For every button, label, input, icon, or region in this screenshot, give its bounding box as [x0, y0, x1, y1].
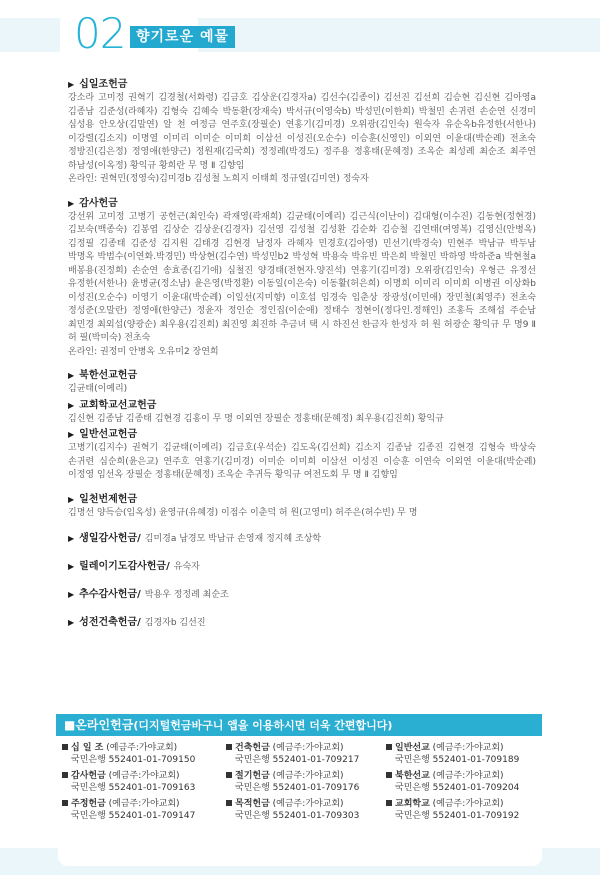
online-giving-box [56, 714, 542, 842]
donor-names: 박용우 정정례 최순조 [144, 590, 229, 600]
section-heading: 릴레이기도감사헌금/ [79, 561, 170, 572]
square-bullet-icon [62, 800, 68, 806]
account-item: 주정헌금 (예금주:가야교회) 국민은행 552401-01-709147 [62, 798, 226, 822]
triangle-bullet-icon: ▶ [68, 590, 75, 599]
online-donors: 온라인: 권혁민(정영숙)김미경b 김성철 노희지 이태희 정규열(김미연) 정숙자 [68, 174, 369, 184]
triangle-bullet-icon: ▶ [68, 198, 75, 208]
triangle-bullet-icon: ▶ [68, 562, 75, 571]
donor-names: 김명선 양득승(임옥성) 윤영규(유혜경) 이점수 이춘덕 허 원(고영미) 허주은(허수빈) 무 명 [68, 507, 418, 518]
account-list [56, 736, 542, 822]
section-heading: 감사헌금 [79, 197, 118, 209]
square-bullet-icon [386, 800, 392, 806]
section-heading: 십일조헌금 [79, 79, 128, 90]
section-heading: 일천번제헌금 [79, 493, 138, 505]
donor-names: 김미경a 남경모 박남규 손영재 정지혜 조상학 [144, 534, 322, 544]
account-item: 절기헌금 (예금주:가야교회) 국민은행 552401-01-709176 [226, 770, 386, 794]
section-heading: 북한선교헌금 [79, 370, 138, 381]
page-footer [0, 848, 600, 875]
triangle-bullet-icon: ▶ [68, 534, 75, 543]
section-building [68, 616, 536, 630]
account-item: 감사헌금 (예금주:가야교회) 국민은행 552401-01-709163 [62, 770, 226, 794]
account-item: 북한선교 (예금주:가야교회) 국민은행 552401-01-709204 [386, 770, 548, 794]
section-heading: 성전건축헌금/ [79, 617, 141, 628]
section-relay [68, 560, 536, 574]
section-heading: 일반선교헌금 [79, 429, 138, 440]
section-tithe [68, 78, 536, 187]
square-bullet-icon [386, 772, 392, 778]
donor-names: 김균태(이예리) [68, 384, 128, 394]
triangle-bullet-icon: ▶ [68, 80, 75, 89]
donor-names: 김신현 김종남 김종태 김현경 김홍이 무 명 이외연 장필순 정홍태(문혜정) 최우용(김진희) 황익규 [68, 413, 444, 424]
section-nk-mission [68, 369, 536, 397]
section-heading: 생일감사헌금/ [79, 533, 141, 544]
triangle-bullet-icon: ▶ [68, 371, 75, 380]
donor-names: 고병기(김지수) 권혁기 김균태(이예리) 김금호(우석순) 김도옥(김선희) 김소지 김종남 김종진 김현경 김형숙 박상숙 손귀련 심순희(윤은교) 연주호 연홍기(김미경) 이미순 이미희 이삼선 이성진 이승훈 이연숙 이외연 이윤대(박순례) 이정영 임선옥 장필순 정홍태(문혜정) 조옥순 추귀득 황익규 여전도회 무 명 Ⅱ 김향임 [68, 443, 536, 480]
section-school-mission [68, 399, 536, 427]
account-item: 목적헌금 (예금주:가야교회) 국민은행 552401-01-709303 [226, 798, 386, 822]
triangle-bullet-icon: ▶ [68, 494, 75, 504]
square-bullet-icon [386, 744, 392, 750]
square-bullet-icon [226, 800, 232, 806]
footer-tab [58, 848, 542, 866]
square-bullet-icon [226, 772, 232, 778]
section-harvest [68, 588, 536, 602]
donor-names: 강선위 고미정 고병기 공헌근(최인숙) 곽재영(곽재희) 김균태(이예리) 김근식(이난이) 김대형(이수진) 김동현(정현경) 김보숙(백종숙) 김봉엽 김상순 김상운(김경자) 김선영 김성철 김성환 김순화 김승철 김연태(여영복) 김영신(안병옥) 김정필 김종태 김준성 김지원 김태경 김현경 남정자 라혜자 민경호(김아영) 민선기(박경숙) 민현주 박남규 박두남 박명옥 박범수(이연화.박경민) 박상현(김수연) 박성민b2 박성혁 박용숙 박유빈 박은희 박철민 박하영 박하준a 박현철a 배봉용(진정희) 손순연 송효종(김기애) 심철진 양경태(전현자.양진석) 연홍기(김미경) 오위광(김인숙) 우형근 유정선 유정한(서한나) 윤병균(정소남) 윤은영(박정환) 이동일(이은숙) 이동활(허은희) 이명희 이미리 이미희 이병권 이상화b 이성진(오순수) 이영기 이윤대(박순례) 이일선(지미향) 이호섭 임경숙 임춘상 장광성(이민애) 장민철(최영주) 전초숙 정성준(오말란) 정영애(한양근) 정윤자 정인순 정인집(이순애) 정태수 정현이(정다인.정해인) 조홍득 조해섭 주순남 최민경 최외섭(양광순) 최우용(김진희) 최진영 최진하 추금녀 택 시 하진선 한금자 한성자 허 원 허광순 황익규 무 명9 Ⅱ 허 필(박미숙) 전초숙 [68, 211, 536, 343]
triangle-bullet-icon: ▶ [68, 618, 75, 627]
page-header [0, 0, 600, 66]
offering-list [68, 72, 536, 630]
square-bullet-icon [226, 744, 232, 750]
section-number: 02 [74, 9, 126, 58]
donor-names: 김경자b 김선진 [144, 618, 206, 628]
section-weekly [68, 493, 536, 521]
triangle-bullet-icon: ▶ [68, 430, 75, 439]
online-donors: 온라인: 권정미 안병옥 오유미2 장연희 [68, 346, 219, 357]
section-heading: 교회학교선교헌금 [79, 399, 157, 411]
donor-names: 강소라 고미정 권혁기 김경철(서화령) 김금호 김상운(김경자a) 김선수(김종이) 김선진 김선희 김승현 김신현 김아영a 김종남 김준성(라혜자) 김형숙 김혜숙 박동환(장재숙) 박서규(이영숙b) 박성민(이한희) 박철민 손귀련 손순연 신경미 심성용 안오상(김말연) 알 천 여정금 연주호(장필순) 연홍기(김미경) 오위광(김인숙) 원숙자 유순옥b유정한(서한나) 이강렬(김소지) 이명열 이미리 이미순 이미희 이삼선 이성진(오순수) 이승훈(신영인) 이외연 이윤대(박순례) 전초숙 정방진(김은정) 정영애(한양근) 정원재(김국희) 정정례(박경도) 정주용 정홍태(문혜정) 조옥순 최성례 최순조 최주연 하남성(이옥정) 황익규 황희란 무 명 Ⅱ 김향임 [68, 93, 536, 171]
square-bullet-icon [62, 744, 68, 750]
donor-names: 유숙자 [173, 562, 200, 572]
online-giving-subtitle: (디지털헌금바구니 앱을 이용하시면 더욱 간편합니다) [133, 719, 393, 732]
section-general-mission [68, 428, 536, 483]
square-bullet-icon [62, 772, 68, 778]
online-giving-title: ■온라인헌금(디지털헌금바구니 앱을 이용하시면 더욱 간편합니다) [56, 714, 542, 736]
account-item: 건축헌금 (예금주:가야교회) 국민은행 552401-01-709217 [226, 742, 386, 766]
account-item: 일반선교 (예금주:가야교회) 국민은행 552401-01-709189 [386, 742, 548, 766]
account-item: 교회학교 (예금주:가야교회) 국민은행 552401-01-709192 [386, 798, 548, 822]
section-thanks [68, 197, 536, 360]
section-birthday [68, 532, 536, 546]
section-heading: 추수감사헌금/ [79, 589, 141, 600]
triangle-bullet-icon: ▶ [68, 400, 75, 410]
section-title: 향기로운 예물 [130, 26, 235, 48]
account-item: 십 일 조 (예금주:가야교회) 국민은행 552401-01-709150 [62, 742, 226, 766]
